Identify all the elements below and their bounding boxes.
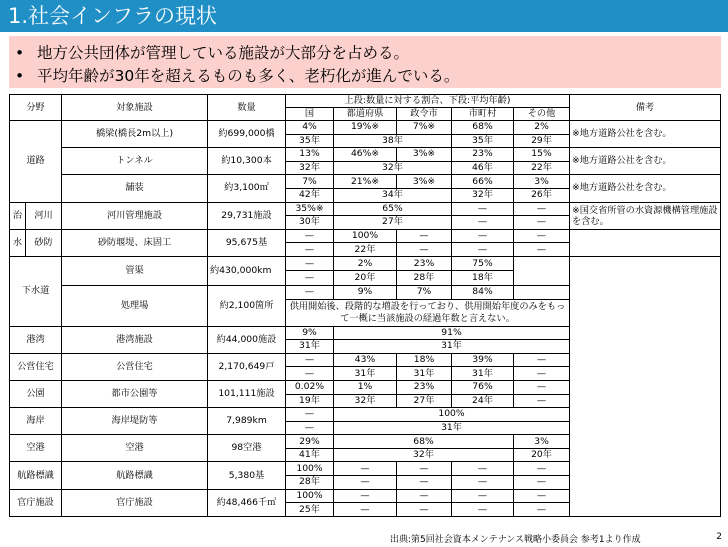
cell: 28年 xyxy=(286,476,334,490)
cell: — xyxy=(334,503,397,517)
header-designated-city: 政令市 xyxy=(397,108,452,121)
cell: 3%※ xyxy=(397,148,452,162)
cell: — xyxy=(397,503,452,517)
bullet-mark: • xyxy=(15,44,25,62)
cell: — xyxy=(286,271,334,286)
cell: 100% xyxy=(334,408,570,422)
facility-name: 砂防堰堤、床固工 xyxy=(62,229,208,256)
cell: 100% xyxy=(334,229,397,243)
cell: — xyxy=(514,394,570,408)
remark: ※地方道路公社を含む。 xyxy=(570,121,721,148)
field-port: 港湾 xyxy=(10,326,62,353)
cell: 3% xyxy=(514,435,570,449)
header-remarks: 備考 xyxy=(570,95,721,121)
cell: 100% xyxy=(286,489,334,503)
remark-empty xyxy=(570,229,721,256)
cell: 2% xyxy=(514,121,570,135)
cell: — xyxy=(452,243,514,257)
field-airport: 空港 xyxy=(10,435,62,462)
cell: — xyxy=(286,353,334,367)
facility-name: 橋梁(橋長2m以上) xyxy=(62,121,208,148)
facility-qty: 約48,466千㎡ xyxy=(208,489,286,516)
cell: 2% xyxy=(334,256,397,271)
cell: 24年 xyxy=(452,394,514,408)
cell: 43% xyxy=(334,353,397,367)
facility-name: 都市公園等 xyxy=(62,380,208,407)
cell: 23% xyxy=(397,256,452,271)
cell: 31年 xyxy=(286,340,334,354)
facility-qty: 約10,300本 xyxy=(208,148,286,175)
cell: 15% xyxy=(514,148,570,162)
cell: 13% xyxy=(286,148,334,162)
header-facility: 対象施設 xyxy=(62,95,208,121)
field-housing: 公営住宅 xyxy=(10,353,62,380)
header-ratio-caption: 上段:数量に対する割合、下段:平均年齢) xyxy=(286,95,570,108)
facility-name: 航路標識 xyxy=(62,462,208,489)
facility-qty: 約699,000橋 xyxy=(208,121,286,148)
cell: 30年 xyxy=(286,216,334,230)
cell: — xyxy=(397,476,452,490)
cell: 27年 xyxy=(334,216,452,230)
facility-qty: 2,170,649戸 xyxy=(208,353,286,380)
header-quantity: 数量 xyxy=(208,95,286,121)
cell: — xyxy=(334,489,397,503)
cell: — xyxy=(452,503,514,517)
cell: 19%※ xyxy=(334,121,397,135)
cell: 23% xyxy=(452,148,514,162)
cell: 0.02% xyxy=(286,380,334,394)
cell: 76% xyxy=(452,380,514,394)
cell: — xyxy=(286,229,334,243)
cell: — xyxy=(514,353,570,367)
cell-empty xyxy=(514,285,570,299)
cell: 68% xyxy=(334,435,514,449)
cell: — xyxy=(514,216,570,230)
field-flood-b: 水 xyxy=(10,229,26,256)
cell: 31年 xyxy=(334,421,570,435)
cell: 46%※ xyxy=(334,148,397,162)
cell: 42年 xyxy=(286,188,334,202)
cell: — xyxy=(452,476,514,490)
cell: 35年 xyxy=(452,134,514,148)
cell: — xyxy=(514,229,570,243)
facility-qty: 95,675基 xyxy=(208,229,286,256)
cell: — xyxy=(286,256,334,271)
source-citation: 出典:第5回社会資本メンテナンス戦略小委員会 参考1より作成 xyxy=(390,535,641,545)
cell: 75% xyxy=(452,256,514,271)
header-national: 国 xyxy=(286,108,334,121)
cell: 26年 xyxy=(514,188,570,202)
cell: 9% xyxy=(334,285,397,299)
cell: 66% xyxy=(452,175,514,189)
cell: 25年 xyxy=(286,503,334,517)
facility-qty: 約3,100㎡ xyxy=(208,175,286,202)
cell: 7%※ xyxy=(397,121,452,135)
page-number: 2 xyxy=(716,532,722,542)
cell: — xyxy=(514,367,570,381)
facility-name: 河川管理施設 xyxy=(62,202,208,229)
facility-name: 空港 xyxy=(62,435,208,462)
cell: 32年 xyxy=(334,448,514,462)
cell: — xyxy=(514,489,570,503)
cell: — xyxy=(286,243,334,257)
header-municipality: 市町村 xyxy=(452,108,514,121)
cell: 84% xyxy=(452,285,514,299)
cell: — xyxy=(452,229,514,243)
facility-name: 舗装 xyxy=(62,175,208,202)
cell: — xyxy=(286,421,334,435)
cell: — xyxy=(514,476,570,490)
plant-age-note: 供用開始後、段階的な増設を行っており、供用開始年度のみをもって一概に当該施設の経過年数と言えない。 xyxy=(286,299,570,326)
cell: 32年 xyxy=(334,161,452,175)
field-govbldg: 官庁施設 xyxy=(10,489,62,516)
field-erosion: 砂防 xyxy=(26,229,62,256)
cell: 68% xyxy=(452,121,514,135)
bullet-item xyxy=(15,64,459,86)
facility-qty: 98空港 xyxy=(208,435,286,462)
cell: 21%※ xyxy=(334,175,397,189)
field-sewer: 下水道 xyxy=(10,256,62,326)
cell: 65% xyxy=(334,202,452,216)
cell: 7% xyxy=(286,175,334,189)
cell: 22年 xyxy=(514,161,570,175)
facility-name: 公営住宅 xyxy=(62,353,208,380)
header-field: 分野 xyxy=(10,95,62,121)
cell: 9% xyxy=(286,326,334,340)
page-title: 1.社会インフラの現状 xyxy=(0,0,728,32)
remark: ※国交省所管の水資源機構管理施設を含む。 xyxy=(570,202,721,229)
field-flood-a: 治 xyxy=(10,202,26,229)
cell: 31年 xyxy=(334,340,570,354)
facility-qty: 約430,000km xyxy=(208,256,286,285)
facility-qty: 101,111施設 xyxy=(208,380,286,407)
facility-qty: 約2,100箇所 xyxy=(208,285,286,326)
bullet-item xyxy=(15,41,409,63)
cell: — xyxy=(452,216,514,230)
field-navaid: 航路標識 xyxy=(10,462,62,489)
remark: ※地方道路公社を含む。 xyxy=(570,175,721,202)
cell: — xyxy=(397,462,452,476)
cell: 3%※ xyxy=(397,175,452,189)
remark: ※地方道路公社を含む。 xyxy=(570,148,721,175)
cell: 20年 xyxy=(334,271,397,286)
cell: — xyxy=(514,243,570,257)
cell: 28年 xyxy=(397,271,452,286)
cell: 31年 xyxy=(397,367,452,381)
cell: 27年 xyxy=(397,394,452,408)
facility-qty: 約44,000施設 xyxy=(208,326,286,353)
cell: — xyxy=(334,476,397,490)
cell: 4% xyxy=(286,121,334,135)
summary-box xyxy=(9,36,721,88)
cell: — xyxy=(334,462,397,476)
facility-qty: 5,380基 xyxy=(208,462,286,489)
cell: 31年 xyxy=(452,367,514,381)
cell: 100% xyxy=(286,462,334,476)
cell: 20年 xyxy=(514,448,570,462)
cell: 19年 xyxy=(286,394,334,408)
cell: — xyxy=(452,489,514,503)
cell: 35年 xyxy=(286,134,334,148)
cell-empty xyxy=(514,256,570,285)
bullet-text: 地方公共団体が管理している施設が大部分を占める。 xyxy=(37,44,410,62)
infrastructure-table xyxy=(9,94,721,517)
cell: 31年 xyxy=(334,367,397,381)
cell: — xyxy=(514,503,570,517)
cell: 7% xyxy=(397,285,452,299)
field-coast: 海岸 xyxy=(10,408,62,435)
cell: 18年 xyxy=(452,271,514,286)
remark-empty xyxy=(570,256,721,516)
cell: 32年 xyxy=(334,394,397,408)
cell: 38年 xyxy=(334,134,452,148)
cell: — xyxy=(286,408,334,422)
cell: 3% xyxy=(514,175,570,189)
cell: 22年 xyxy=(334,243,397,257)
cell: — xyxy=(514,202,570,216)
field-river: 河川 xyxy=(26,202,62,229)
cell: — xyxy=(514,462,570,476)
facility-name: トンネル xyxy=(62,148,208,175)
cell: 18% xyxy=(397,353,452,367)
cell: 46年 xyxy=(452,161,514,175)
cell: — xyxy=(452,462,514,476)
cell: — xyxy=(286,285,334,299)
facility-name: 官庁施設 xyxy=(62,489,208,516)
header-other: その他 xyxy=(514,108,570,121)
bullet-mark: • xyxy=(15,67,25,85)
cell: 32年 xyxy=(286,161,334,175)
facility-name: 港湾施設 xyxy=(62,326,208,353)
cell: 91% xyxy=(334,326,570,340)
facility-qty: 29,731施設 xyxy=(208,202,286,229)
cell: — xyxy=(452,202,514,216)
bullet-text: 平均年齢が30年を超えるものも多く、老朽化が進んでいる。 xyxy=(37,67,460,85)
cell: — xyxy=(397,243,452,257)
field-road: 道路 xyxy=(10,121,62,203)
cell: — xyxy=(286,367,334,381)
cell: — xyxy=(397,489,452,503)
cell: — xyxy=(397,229,452,243)
cell: 29% xyxy=(286,435,334,449)
cell: 35%※ xyxy=(286,202,334,216)
cell: 23% xyxy=(397,380,452,394)
cell: 34年 xyxy=(334,188,452,202)
facility-qty: 7,989km xyxy=(208,408,286,435)
cell: 32年 xyxy=(452,188,514,202)
facility-name: 海岸堤防等 xyxy=(62,408,208,435)
cell: 29年 xyxy=(514,134,570,148)
header-prefecture: 都道府県 xyxy=(334,108,397,121)
facility-name: 管渠 xyxy=(62,256,208,285)
cell: — xyxy=(514,380,570,394)
facility-name: 処理場 xyxy=(62,285,208,326)
cell: 39% xyxy=(452,353,514,367)
cell: 41年 xyxy=(286,448,334,462)
cell: 1% xyxy=(334,380,397,394)
field-park: 公園 xyxy=(10,380,62,407)
